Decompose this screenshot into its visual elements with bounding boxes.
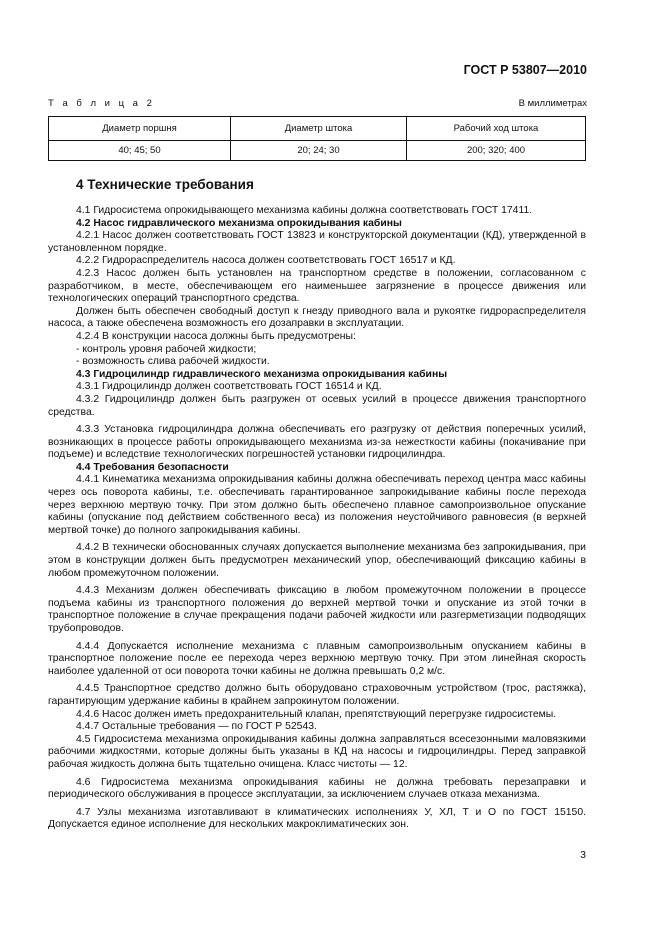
paragraph-4-5: 4.5 Гидросистема механизма опрокидывания кабины должна заправляться всесезонными маловязкими рабочими жидкостями, которые должны быть указаны в КД на насосы и гидроцилиндры. Перед заправкой рабочая жидкость должна быть тщательно очищена. Класс чистоты — 12. xyxy=(48,733,586,770)
dimensions-table xyxy=(48,116,586,161)
subsection-heading-4-4: 4.4 Требования безопасности xyxy=(76,461,229,473)
paragraph-4-1: 4.1 Гидросистема опрокидывающего механизма кабины должна соответствовать ГОСТ 17411. xyxy=(76,205,533,216)
paragraph-4-4-4: 4.4.4 Допускается исполнение механизма с плавным самопроизвольным опусканием кабины в транспортное положение после ее перехода через верхнюю мертвую точку. При этом линейная скорость наиболее удаленной от оси поворота точки кабины не должна превышать 0,2 м/с. xyxy=(48,640,586,677)
section-title: 4 Технические требования xyxy=(76,177,254,192)
paragraph-4-4-1: 4.4.1 Кинематика механизма опрокидывания кабины должна обеспечивать переход центра масс кабины через ось поворота кабины, т.е. обеспечивать гарантированное запрокидывание кабины после перехода через верхнюю мертвую точку. При этом должно быть обеспечено плавное самопроизвольное опускание кабины (опускание под действием собственного веса) из положения неустойчивого равновесия (в верхней мертвой точке) до полного запрокидывания кабины. xyxy=(48,474,586,536)
list-item: - контроль уровня рабочей жидкости; xyxy=(76,343,257,355)
table-header-row xyxy=(49,117,586,141)
table-units: В миллиметрах xyxy=(518,98,587,109)
column-header-piston-diameter: Диаметр поршня xyxy=(49,117,231,141)
subsection-heading-4-2: 4.2 Насос гидравлического механизма опрокидывания кабины xyxy=(76,217,402,229)
cell-stroke: 200; 320; 400 xyxy=(407,141,586,161)
paragraph-4-7: 4.7 Узлы механизма изготавливают в климатических исполнениях У, ХЛ, Т и О по ГОСТ 15150. Допускается единое исполнение для нескольких макроклиматических зон. xyxy=(48,806,586,831)
page-number: 3 xyxy=(580,849,586,861)
paragraph-4-2-3: 4.2.3 Насос должен быть установлен на транспортном средстве в положении, согласованном с разработчиком, в месте, обеспечивающем его наименьшее загрязнение в процессе движения или технологических операций транспортного средства. xyxy=(48,267,586,305)
document-standard-number: ГОСТ Р 53807—2010 xyxy=(463,63,587,77)
column-header-rod-diameter: Диаметр штока xyxy=(231,117,407,141)
paragraph-4-3-3: 4.3.3 Установка гидроцилиндра должна обеспечивать его разгрузку от действия поперечных усилий, возникающих в процессе работы опрокидывающего механизма из-за нежесткости кабины (покачивание при подъеме) и вследствие технологических погрешностей установки гидроцилиндра. xyxy=(48,424,586,461)
table-caption xyxy=(48,98,587,109)
paragraph-access: Должен быть обеспечен свободный доступ к гнезду приводного вала и рукоятке гидрораспределителя насоса, а также обеспечена возможность его дозаправки в эксплуатации. xyxy=(48,305,586,330)
paragraph-4-2-2: 4.2.2 Гидрораспределитель насоса должен соответствовать ГОСТ 16517 и КД. xyxy=(76,255,456,267)
section-body xyxy=(48,205,586,832)
paragraph-4-3-2: 4.3.2 Гидроцилиндр должен быть разгружен от осевых усилий в процессе движения транспортного средства. xyxy=(48,393,586,418)
paragraph-4-6: 4.6 Гидросистема механизма опрокидывания кабины не должна требовать перезаправки и периодического обслуживания в процессе эксплуатации, за исключением случаев отказа механизма. xyxy=(48,776,586,801)
cell-piston-diameter: 40; 45; 50 xyxy=(49,141,231,161)
paragraph-4-4-3: 4.4.3 Механизм должен обеспечивать фиксацию в любом промежуточном положении в процессе подъема кабины из транспортного положения до верхней мертвой точки и опускание из этой точки в транспортное положение в случае прекращения подачи рабочей жидкости или разгерметизации подводящих трубопроводов. xyxy=(48,585,586,634)
paragraph-4-2-4: 4.2.4 В конструкции насоса должны быть предусмотрены: xyxy=(76,330,356,342)
column-header-stroke: Рабочий ход штока xyxy=(407,117,586,141)
paragraph-4-4-6: 4.4.6 Насос должен иметь предохранительный клапан, препятствующий перегрузке гидросистемы. xyxy=(76,708,557,720)
cell-rod-diameter: 20; 24; 30 xyxy=(231,141,407,161)
paragraph-4-4-5: 4.4.5 Транспортное средство должно быть оборудовано страховочным устройством (трос, растяжка), гарантирующим удержание кабины в крайнем запрокинутом положении. xyxy=(48,683,586,707)
subsection-heading-4-3: 4.3 Гидроцилиндр гидравлического механизма опрокидывания кабины xyxy=(76,368,448,380)
paragraph-4-2-1: 4.2.1 Насос должен соответствовать ГОСТ 13823 и конструкторской документации (КД), утвержденной в установленном порядке. xyxy=(48,230,586,254)
table-row xyxy=(49,141,586,161)
paragraph-4-4-2: 4.4.2 В технически обоснованных случаях допускается выполнение механизма без запрокидывания, при этом в конструкции должен быть предусмотрен механический упор, обеспечивающий фиксацию кабины в любом промежуточном положении. xyxy=(48,542,586,579)
list-item: - возможность слива рабочей жидкости. xyxy=(76,356,270,368)
paragraph-4-4-7: 4.4.7 Остальные требования — по ГОСТ Р 52543. xyxy=(76,721,317,733)
table-label: Т а б л и ц а 2 xyxy=(48,98,155,109)
paragraph-4-3-1: 4.3.1 Гидроцилиндр должен соответствовать ГОСТ 16514 и КД. xyxy=(76,381,382,393)
